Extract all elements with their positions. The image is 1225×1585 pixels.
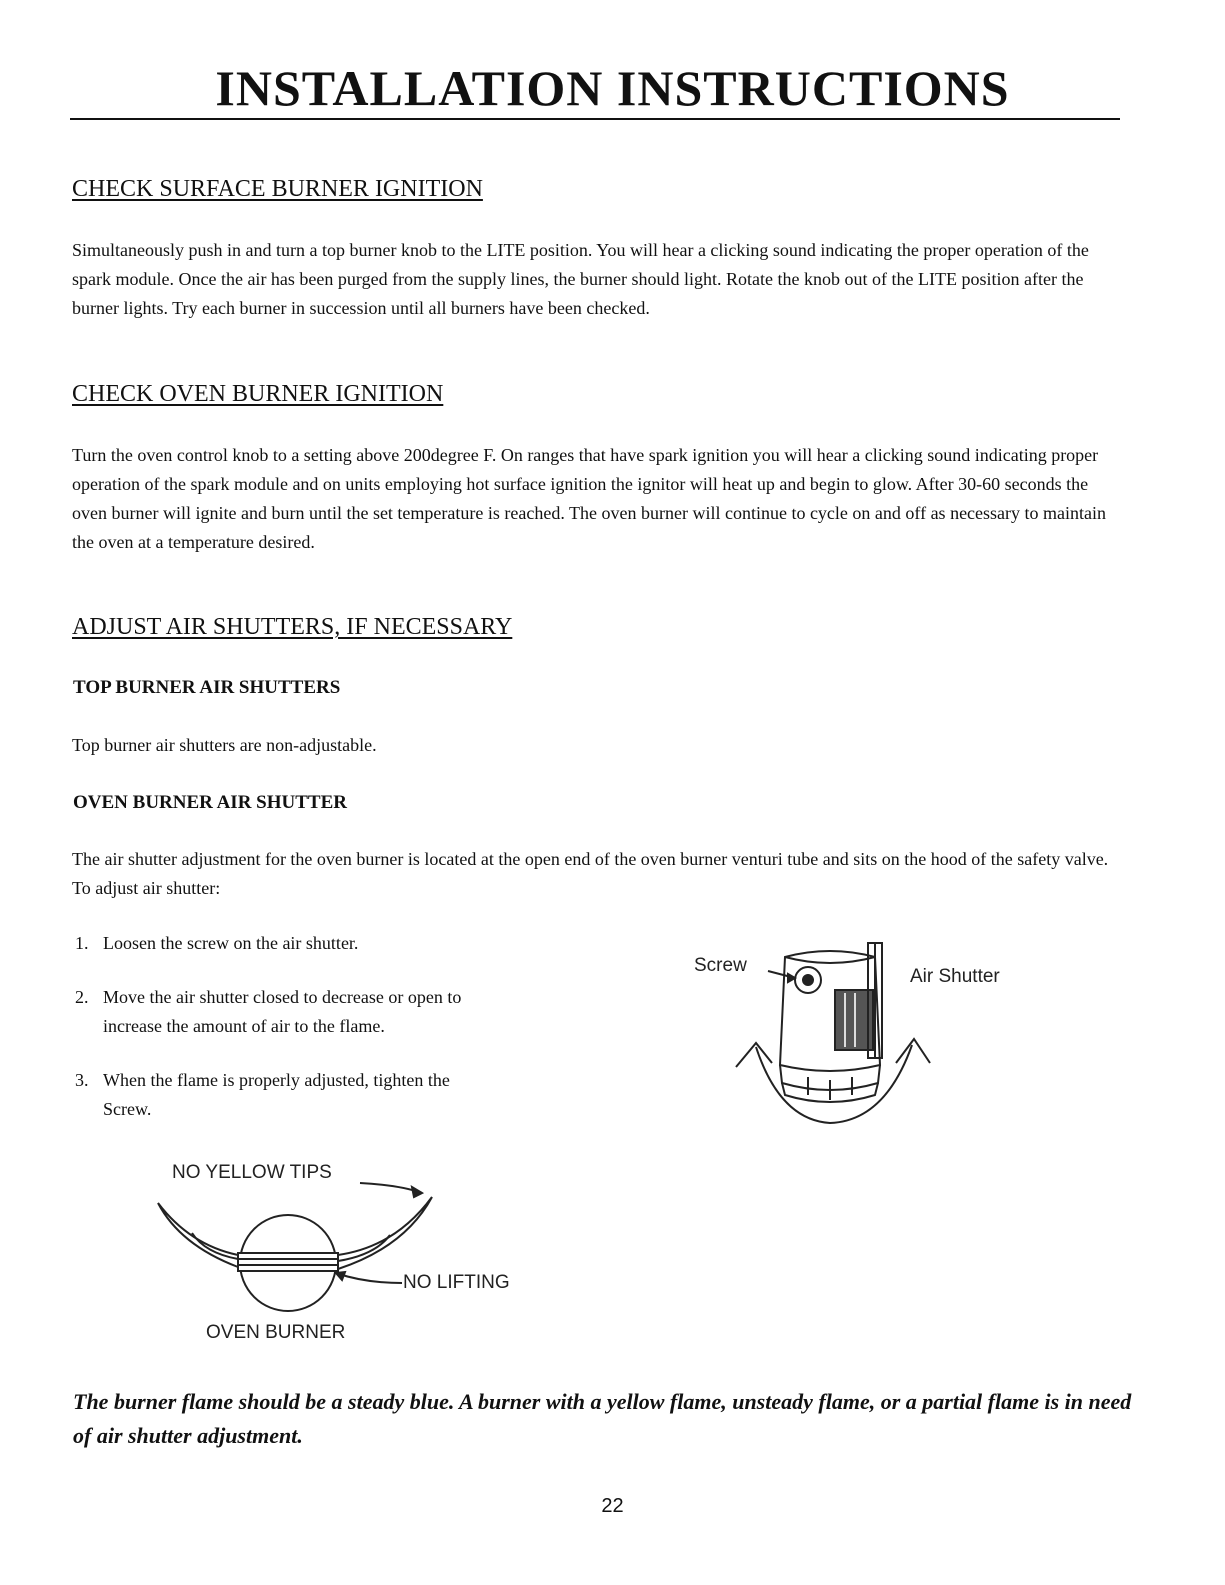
step-number: 3. — [75, 1070, 89, 1090]
no-yellow-tips-label: NO YELLOW TIPS — [172, 1162, 332, 1183]
top-burner-shutters-body: Top burner air shutters are non-adjustable. — [72, 735, 377, 755]
oven-ignition-heading: CHECK OVEN BURNER IGNITION — [72, 381, 444, 407]
oven-burner-flame-illustration — [150, 1175, 450, 1325]
step-2 — [75, 983, 595, 1041]
step-text: When the flame is properly adjusted, tighten the — [103, 1070, 450, 1090]
oven-burner-label: OVEN BURNER — [206, 1322, 346, 1343]
no-lifting-label: NO LIFTING — [403, 1272, 510, 1293]
air-shutters-heading: ADJUST AIR SHUTTERS, IF NECESSARY — [72, 614, 513, 640]
step-text-continued: Screw. — [103, 1099, 152, 1119]
oven-burner-shutter-heading: OVEN BURNER AIR SHUTTER — [73, 792, 347, 813]
step-number: 2. — [75, 987, 89, 1007]
step-3 — [75, 1066, 595, 1124]
oven-burner-shutter-body: The air shutter adjustment for the oven burner is located at the open end of the oven burner venturi tube and sits on the hood of the safety valve. To adjust air shutter: — [72, 849, 1109, 898]
step-number: 1. — [75, 933, 89, 953]
screw-label: Screw — [694, 955, 747, 976]
step-1 — [75, 929, 595, 958]
top-burner-shutters-heading: TOP BURNER AIR SHUTTERS — [73, 677, 341, 698]
page-title: INSTALLATION INSTRUCTIONS — [215, 60, 1010, 116]
step-text: Move the air shutter closed to decrease or open to — [103, 987, 462, 1007]
flame-note: The burner flame should be a steady blue. A burner with a yellow flame, unsteady flame, or a partial flame is in need of air shutter adjustment. — [73, 1389, 1132, 1448]
title-rule — [70, 118, 1120, 120]
page-number: 22 — [601, 1495, 624, 1517]
surface-ignition-body: Simultaneously push in and turn a top burner knob to the LITE position. You will hear a clicking sound indicating the proper operation of the spark module. Once the air has been purged from the supply lines, the burner should light. Rotate the knob out of the LITE position after the burner lights. Try each burner in succession until all burners have been checked. — [72, 240, 1089, 318]
step-text-continued: increase the amount of air to the flame. — [103, 1016, 385, 1036]
air-shutter-label: Air Shutter — [910, 966, 1000, 987]
step-text: Loosen the screw on the air shutter. — [103, 933, 359, 953]
surface-ignition-heading: CHECK SURFACE BURNER IGNITION — [72, 176, 483, 202]
air-shutter-illustration — [720, 935, 950, 1130]
oven-ignition-body: Turn the oven control knob to a setting above 200degree F. On ranges that have spark ignition you will hear a clicking sound indicating proper operation of the spark module and on units employing hot surface ignition the ignitor will heat up and begin to glow. After 30-60 seconds the oven burner will ignite and burn until the set temperature is reached. The oven burner will continue to cycle on and off as necessary to maintain the oven at a temperature desired. — [72, 445, 1107, 552]
